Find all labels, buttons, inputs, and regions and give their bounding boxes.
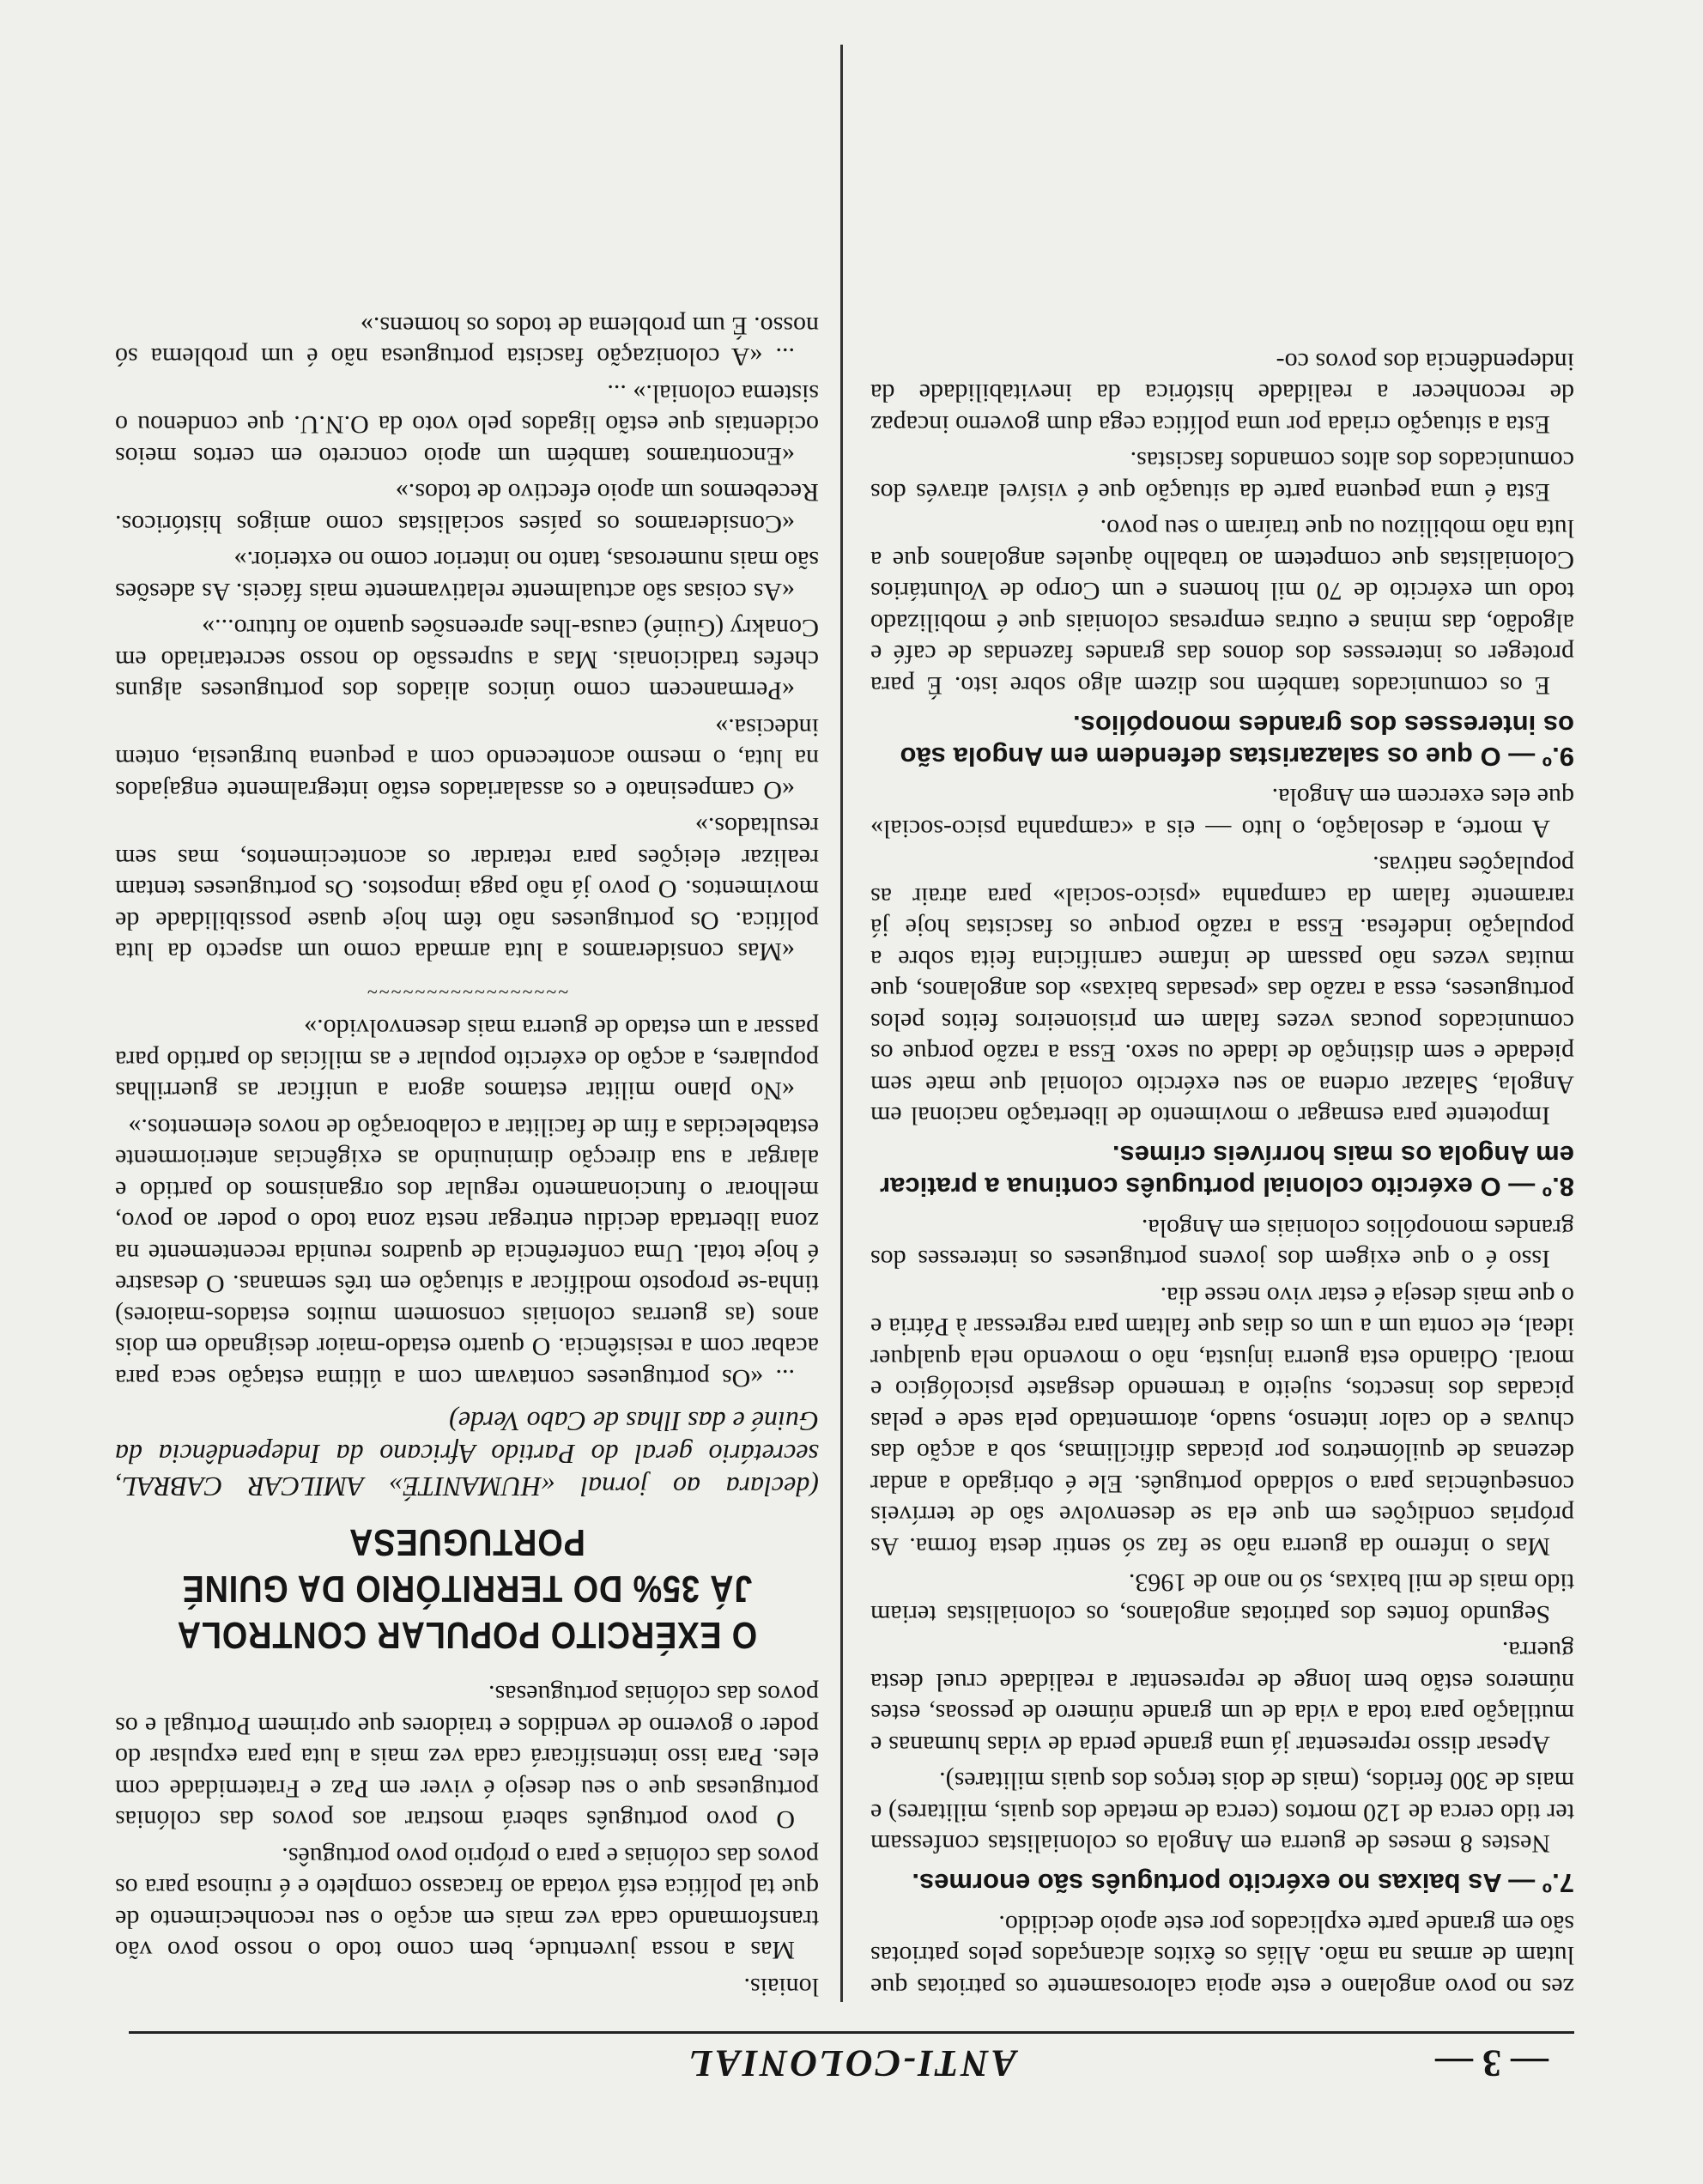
paragraph: «No plano militar estamos agora a unificar as guerrilhas populares, a acção do exército popular e as milícias do partido para passar a um estado de guerra mais desenvolvido.» [115, 1014, 819, 1106]
paragraph: Impotente para esmagar o movimento de libertação nacional em Angola, Salazar ordena ao seu exército colonial que mate sem piedade e sem distinção de idade ou sexo. Essa a razão porque os comunicados poucas vezes falam em prisioneiros feitos pelos portugueses, essa a razão das «pesadas baixas» dos angolanos, que muitas vezes não passam de infame carnificina feita sobre a população indefesa. Essa a razão porque os fascistas hoje já raramente falam da campanha «psico-social» para atrair as populações nativas. [870, 851, 1574, 1131]
paragraph: Esta a situação criada por uma política cega dum governo incapaz de reconhecer a realidade histórica da inevitabilidade da independência dos povos co- [870, 348, 1574, 439]
paragraph: Segundo fontes dos patriotas angolanos, os colonialistas teriam tido mais de mil baixas, só no ano de 1963. [870, 1568, 1574, 1629]
paragraph: «As coisas são actualmente relativamente mais fáceis. As adesões são mais numerosas, tanto no interior como no exterior.» [115, 546, 819, 606]
paragraph: «O campesinato e os assalariados estão integralmente engajados na luta, o mesmo acontecendo com a pequena burguesia, ontem indecisa.» [115, 713, 819, 804]
paragraph: O povo português saberá mostrar aos povos das colónias portuguesas que o seu desejo é viver em Paz e Fraternidade com eles. Para isso intensificará cada vez mais a luta para expulsar do poder o governo de vendidos e traidores que oprimem Portugal e os povos das colónias portuguesas. [115, 1680, 819, 1835]
paragraph: loniais. [743, 1973, 819, 2001]
paragraph: Mas o inferno da guerra não se faz só sentir desta forma. As próprias condições em que ela se desenvolve são de terríveis consequências para o soldado português. Ele é obrigado a andar dezenas de quilómetros por picadas dificílimas, sob a acção das chuvas e do calor intenso, suado, atormentado pela sede e pelas picadas dos insectos, sujeito a tremendo desgaste psicológico e moral. Odiando esta guerra injusta, não o movendo nela qualquer ideal, ele conta um a um os dias que faltam para regressar à Pátria e o que mais deseja é estar vivo nesse dia. [870, 1282, 1574, 1561]
page-header [129, 2031, 1574, 2085]
page-number: — 3 — [1435, 2042, 1548, 2084]
article-deck: (declara ao jornal «HUMANITÉ» AMILCAR CABRAL, secretário geral do Partido Africano da Independência da Guiné e das Ilhas de Cabo Verde) [115, 1406, 819, 1502]
left-column [870, 341, 1574, 2003]
paragraph: A morte, a desolação, o luto — eis a «campanha psico-social» que eles exercem em Angola. [870, 783, 1574, 843]
section-heading-7: 7.º — As baixas no exército português são enormes. [912, 1868, 1574, 1899]
section-heading-9: 9.º — O que os salazaristas defendem em Angola são os interesses dos grandes monopólios. [900, 710, 1574, 772]
paragraph: Mas a nossa juventude, bem como todo o nosso povo vão transformando cada vez mais em acção o seu reconhecimento de que tal política está votada ao fracasso completo e é ruinosa para os povos das colónias e para o próprio povo português. [115, 1842, 819, 1965]
column-divider [840, 45, 843, 2002]
paragraph: Isso é o que exigem dos jovens portugueses os interesses dos grandes monopólios coloniais em Angola. [870, 1214, 1574, 1274]
paragraph: Nestes 8 meses de guerra em Angola os colonialistas confessam ter tido cerca de 120 mortos (cerca de metade dos quais, militares) e mais de 300 feridos, (mais de dois terços dos quais militares). [870, 1767, 1574, 1859]
publication-title: ANTI-COLONIAL [687, 2042, 1016, 2084]
paragraph: E os comunicados também nos dizem algo sobre isto. É para proteger os interesses dos donos das grandes fazendas de café e algodão, das minas e outras empresas coloniais que é mobilizado todo um exército de 70 mil homens e um Corpo de Voluntários Colonialistas que competem ao trabalho àqueles angolanos que a luta não mobilizou ou que traíram o seu povo. [870, 514, 1574, 700]
paragraph: ... «A colonização fascista portuguesa não é um problema só nosso. É um problema de todos os homens.» [115, 312, 819, 372]
wavy-separator: ~~~~~~~~~~~~~~~~~ [365, 981, 569, 1003]
paragraph: Apesar disso representar já uma grande perda de vidas humanas e mutilação para toda a vida de um grande número de pessoas, estes números estão bem longe de representar a realidade cruel desta guerra. [870, 1636, 1574, 1759]
section-heading-8: 8.º — O exército colonial português continua a praticar em Angola os mais horríveis crimes. [880, 1140, 1574, 1203]
paragraph: ... «Os portugueses contavam com a última estação seca para acabar com a resistência. O quarto estado-maior designado em dois anos (as guerras coloniais consomem muitos estados-maiores) tinha-se proposto modificar a situação em três semanas. O desastre é hoje total. Uma conferência de quadros reunida recentemente na zona libertada decidiu entregar nesta zona todo o poder ao povo, melhorar o funcionamento regular dos organismos do partido e alargar a sua direcção diminuindo as exigências anteriormente estabelecidas a fim de facilitar a colaboração de novos elementos.» [115, 1113, 819, 1392]
article-headline: O EXÉRCITO POPULAR CONTROLA JÁ 35% DO TERRITÓRIO DA GUINÉ PORTUGUESA [176, 1521, 758, 1656]
paragraph: «Consideramos os países socialistas como amigos históricos. Recebemos um apoio efectivo de todos.» [115, 478, 819, 538]
paragraph: zes no povo angolano e este apoia calorosamente os patriotas que lutam de armas na mão. Aliás os êxitos alcançados pelos patriotas são em grande parte explicados por este apoio decidido. [870, 1910, 1574, 2001]
paragraph: «Mas consideramos a luta armada como um aspecto da luta política. Os portugueses não têm hoje quase possibilidade de movimentos. O povo já não paga impostos. Os portugueses tentam realizar eleições para retardar os acontecimentos, mas sem resultados.» [115, 812, 819, 967]
paragraph: Esta é uma pequena parte da situação que é visível através dos comunicados dos altos comandos fascistas. [870, 446, 1574, 507]
right-column [115, 305, 819, 2003]
paragraph: «Permanecem como únicos aliados dos portugueses alguns chefes tradicionais. Mas a supressão do nosso secretariado em Conakry (Guiné) causa-lhes apreensões quanto ao futuro...» [115, 614, 819, 706]
paragraph: «Encontramos também um apoio concreto em certos meios ocidentais que estão ligados pelo voto da O.N.U. que condenou o sistema colonial.» ... [115, 379, 819, 470]
